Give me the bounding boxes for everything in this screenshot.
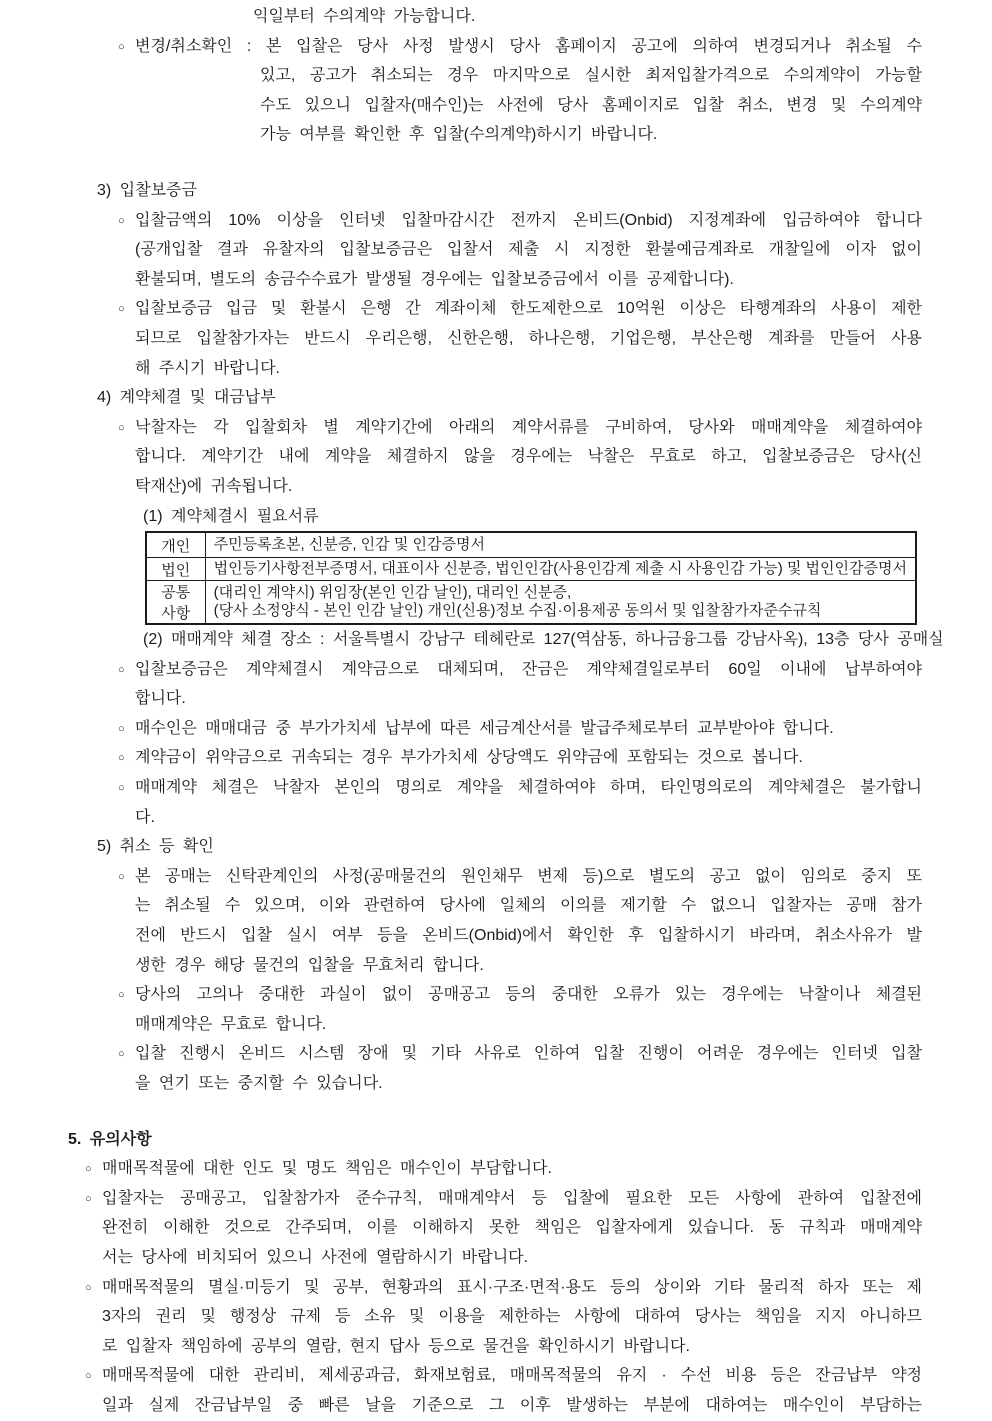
doc-line: 는 취소될 수 있으며, 이와 관련하여 당사에 일체의 이의를 제기할 수 없으니 입찰자는 공매 참가 — [135, 897, 922, 915]
doc-line: 되므로 입찰참가자는 반드시 우리은행, 신한은행, 하나은행, 기업은행, 부산은행 계좌를 만들어 사용 — [135, 329, 922, 347]
table-row — [146, 558, 916, 581]
table-cell-line: 주민등록초본, 신분증, 인감 및 인감증명서 — [213, 536, 485, 554]
doc-line: 완전히 이해한 것으로 간주되며, 이를 이해하지 못한 책임은 입찰자에게 있습니다. 동 규칙과 매매계약 — [102, 1219, 922, 1237]
doc-line: 해 주시기 바랍니다. — [135, 359, 280, 377]
doc-line: 매매계약은 무효로 합니다. — [135, 1015, 327, 1033]
bullet-circle: ○ — [85, 1281, 92, 1294]
doc-line: (공개입찰 결과 유찰자의 입찰보증금은 입찰서 제출 시 지정한 환불예금계좌로 개찰일에 이자 없이 — [135, 241, 922, 259]
doc-line-text: 매수인은 매매대금 중 부가가치세 납부에 따른 세금계산서를 발급주체로부터 교부받아야 합니다. — [135, 719, 834, 737]
doc-line: 있고, 공고가 취소되는 경우 마지막으로 실시한 최저입찰가격으로 수의계약이 가능할 — [260, 67, 922, 85]
doc-line: 탁재산)에 귀속됩니다. — [135, 477, 293, 495]
doc-line-text: 입찰 진행시 온비드 시스템 장애 및 기타 사유로 인하여 입찰 진행이 어려운 경우에는 인터넷 입찰 — [135, 1045, 922, 1063]
bullet-circle: ○ — [85, 1370, 92, 1383]
bullet-circle: ○ — [118, 214, 125, 227]
table-row-content — [205, 532, 916, 558]
doc-line: 을 연기 또는 중지할 수 있습니다. — [135, 1075, 383, 1092]
doc-line: 수도 있으니 입찰자(매수인)는 사전에 당사 홈페이지로 입찰 취소, 변경 및 수의계약 — [260, 96, 922, 114]
doc-line: 합니다. 계약기간 내에 계약을 체결하지 않을 경우에는 낙찰은 무효로 하고, 입찰보증금은 당사(신 — [135, 448, 922, 466]
doc-line-text: 본 공매는 신탁관계인의 사정(공매물건의 원인채무 변제 등)으로 별도의 공고 없이 임의로 중지 또 — [135, 867, 922, 885]
notice-section-heading: 5. 유의사항 — [68, 1130, 152, 1148]
doc-line: 생한 경우 해당 물건의 입찰을 무효처리 합니다. — [135, 956, 484, 974]
doc-line — [0, 655, 992, 685]
doc-line: 다. — [135, 808, 155, 826]
doc-line — [0, 980, 992, 1010]
doc-line: 가능 여부를 확인한 후 입찰(수의계약)하시기 바랍니다. — [260, 126, 658, 144]
doc-line — [0, 862, 992, 892]
doc-line-text: 입찰자는 공매공고, 입찰참가자 준수규칙, 매매계약서 등 입찰에 필요한 모든 사항에 관하여 입찰전에 — [102, 1189, 922, 1207]
table-row-label: 법인 — [146, 558, 205, 581]
doc-line-text: 매매목적물의 멸실·미등기 및 공부, 현황과의 표시·구조·면적·용도 등의 상이와 기타 물리적 하자 또는 제 — [102, 1278, 922, 1296]
doc-line — [0, 1039, 992, 1069]
doc-line-text: 계약금이 위약금으로 귀속되는 경우 부가가치세 상당액도 위약금에 포함되는 것으로 봅니다. — [135, 749, 803, 767]
doc-line — [0, 413, 992, 443]
doc-line-text: 입찰보증금 입금 및 환불시 은행 간 계좌이체 한도제한으로 10억원 이상은 타행계좌의 사용이 제한 — [135, 300, 922, 318]
bullet-circle: ○ — [118, 421, 125, 434]
doc-line — [0, 714, 992, 744]
doc-line: 합니다. — [135, 690, 186, 708]
bullet-circle: ○ — [118, 782, 125, 795]
doc-line — [0, 743, 992, 773]
required-documents-table — [145, 531, 917, 625]
bullet-circle: ○ — [85, 1192, 92, 1205]
section-5-heading: 5) 취소 등 확인 — [97, 838, 214, 856]
doc-line: 3자의 권리 및 행정상 규제 등 소유 및 이용을 제한하는 사항에 대하여 당사는 책임을 지지 아니하므 — [102, 1308, 922, 1326]
bullet-circle: ○ — [118, 989, 125, 1002]
doc-line: 로 입찰자 책임하에 공부의 열람, 현지 답사 등으로 물건을 확인하시기 바랍니다. — [102, 1337, 690, 1355]
table-row-content — [205, 558, 916, 581]
bullet-circle: ○ — [118, 40, 125, 53]
table-cell-line: (당사 소정양식 - 본인 인감 날인) 개인(신용)정보 수집·이용제공 동의서 및 입찰참가자준수규칙 — [213, 602, 822, 620]
doc-line-text: 매매목적물에 대한 인도 및 명도 책임은 매수인이 부담합니다. — [102, 1160, 552, 1178]
table-cell-line: 법인등기사항전부증명서, 대표이사 신분증, 법인인감(사용인감계 제출 시 사용인감 가능) 및 법인인감증명서 — [213, 560, 907, 578]
doc-line: 익일부터 수의계약 가능합니다. — [253, 8, 476, 25]
doc-line-text: 변경/취소확인 : 본 입찰은 당사 사정 발생시 당사 홈페이지 공고에 의하여 변경되거나 취소될 수 — [135, 37, 922, 55]
doc-line — [0, 773, 992, 803]
doc-line: 전에 반드시 입찰 실시 여부 등을 온비드(Onbid)에서 확인한 후 입찰하시기 바라며, 취소사유가 발 — [135, 927, 922, 945]
doc-line — [0, 294, 992, 324]
bullet-circle: ○ — [118, 870, 125, 883]
doc-line: 서는 당사에 비치되어 있으니 사전에 열람하시기 바랍니다. — [102, 1248, 529, 1266]
doc-line-text: 낙찰자는 각 입찰회차 별 계약기간에 아래의 계약서류를 구비하여, 당사와 매매계약을 체결하여야 — [135, 418, 922, 436]
table-row-label: 개인 — [146, 532, 205, 558]
section-3-heading: 3) 입찰보증금 — [97, 181, 197, 199]
document-body — [0, 2, 992, 1421]
bullet-circle: ○ — [118, 663, 125, 676]
doc-line-text: 매매계약 체결은 낙찰자 본인의 명의로 계약을 체결하여야 하며, 타인명의로의 계약체결은 불가합니 — [135, 779, 922, 797]
doc-line: 환불되며, 별도의 송금수수료가 발생될 경우에는 입찰보증금에서 이를 공제합니다). — [135, 270, 734, 288]
doc-line-text: 입찰보증금은 계약체결시 계약금으로 대체되며, 잔금은 계약체결일로부터 60일 이내에 납부하여야 — [135, 660, 922, 678]
bullet-circle: ○ — [118, 303, 125, 316]
table-row — [146, 532, 916, 558]
bullet-circle: ○ — [118, 1048, 125, 1061]
doc-line — [0, 1361, 992, 1391]
doc-line: (2) 매매계약 체결 장소 : 서울특별시 강남구 테헤란로 127(역삼동, 하나금융그룹 강남사옥), 13층 당사 공매실 — [143, 631, 944, 649]
doc-line-text: 당사의 고의나 중대한 과실이 없이 공매공고 등의 중대한 오류가 있는 경우에는 낙찰이나 체결된 — [135, 986, 922, 1004]
bullet-circle: ○ — [85, 1163, 92, 1176]
bullet-circle: ○ — [118, 752, 125, 765]
bullet-circle: ○ — [118, 722, 125, 735]
table-cell-line: (대리인 계약시) 위임장(본인 인감 날인), 대리인 신분증, — [213, 584, 572, 602]
doc-line — [0, 206, 992, 236]
doc-line-text: 매매목적물에 대한 관리비, 제세공과금, 화재보험료, 매매목적물의 유지 · 수선 비용 등은 잔금납부 약정 — [102, 1367, 922, 1385]
doc-line-text: 입찰금액의 10% 이상을 인터넷 입찰마감시간 전까지 온비드(Onbid) 지정계좌에 입금하여야 합니다 — [135, 211, 922, 229]
doc-line — [0, 1273, 992, 1303]
doc-line — [0, 1184, 992, 1214]
table-row — [146, 581, 916, 625]
doc-line — [0, 32, 992, 62]
table-row-label: 공통사항 — [146, 581, 205, 625]
doc-line: (1) 계약체결시 필요서류 — [143, 507, 319, 525]
section-4-heading: 4) 계약체결 및 대금납부 — [97, 389, 276, 407]
doc-line: 일과 실제 잔금납부일 중 빠른 날을 기준으로 그 이후 발생하는 부분에 대하여는 매수인이 부담하는 — [102, 1396, 922, 1414]
doc-line — [0, 1154, 992, 1184]
table-row-content — [205, 581, 916, 625]
